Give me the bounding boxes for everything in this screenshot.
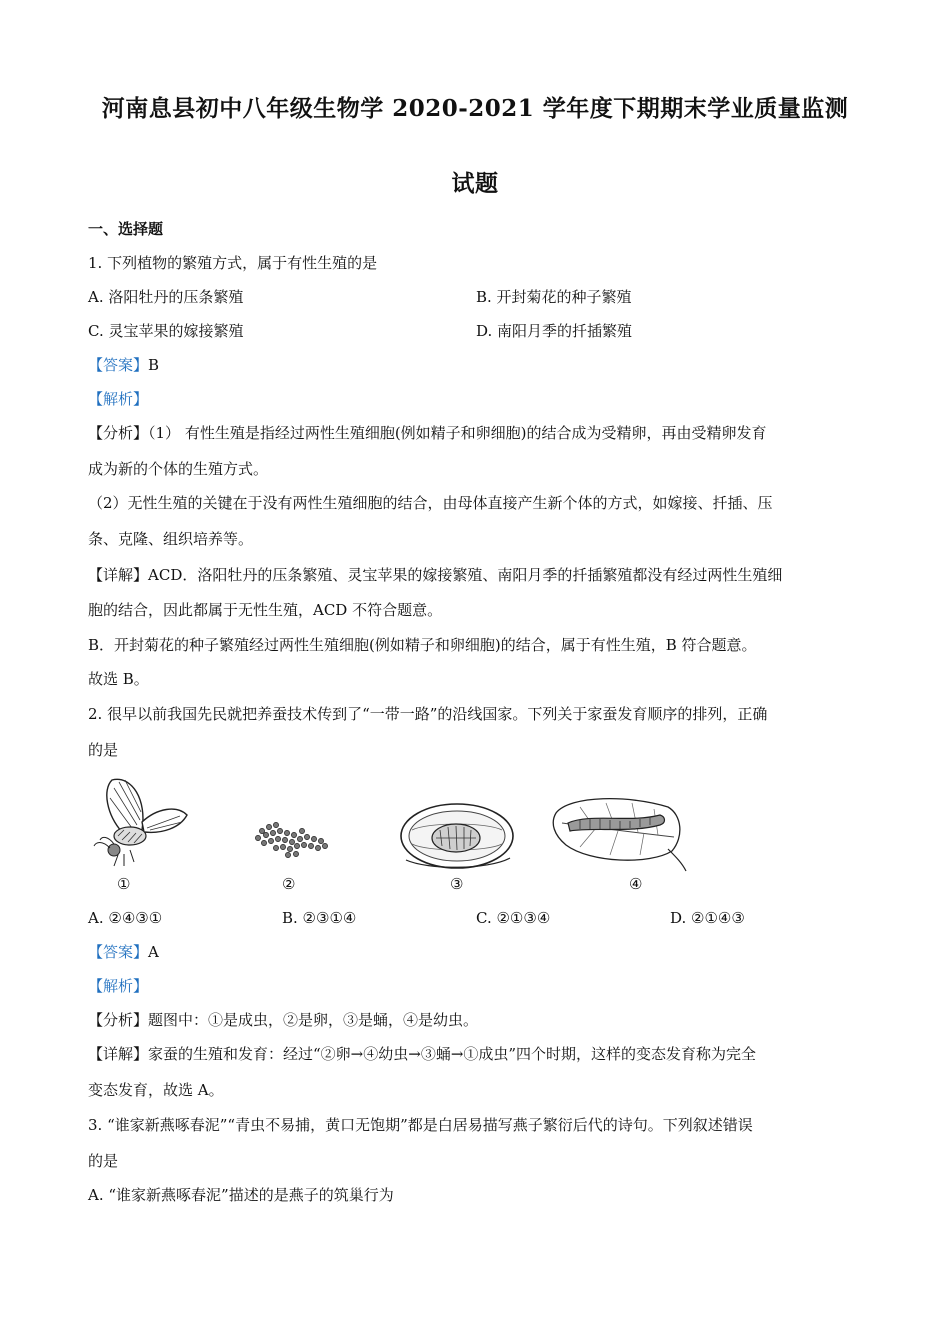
q1-stem: 1. 下列植物的繁殖方式，属于有性生殖的是	[88, 254, 378, 272]
q1-conclusion: 故选 B。	[88, 670, 149, 688]
xiangjie-tag: 【详解】	[88, 1045, 149, 1063]
answer-tag: 【答案】	[88, 943, 149, 961]
q2-answer: A	[148, 943, 159, 961]
q2-analysis-tag: 【解析】	[88, 977, 149, 995]
q2-answer-line	[88, 942, 159, 962]
q1-xiangjie-text1: ACD．洛阳牡丹的压条繁殖、灵宝苹果的嫁接繁殖、南阳月季的扦插繁殖都没有经过两性生殖细	[148, 566, 783, 584]
q1-fenxi-line2: 成为新的个体的生殖方式。	[88, 460, 269, 478]
q1-answer: B	[148, 356, 160, 374]
fenxi-tag: 【分析】	[88, 1011, 149, 1029]
figure-label-4: ④	[629, 875, 643, 893]
q1-xiangjie-line3: B．开封菊花的种子繁殖经过两性生殖细胞(例如精子和卵细胞)的结合，属于有性生殖，B 符合题意。	[88, 636, 757, 654]
silkworm-pupa-cocoon-figure	[398, 800, 516, 872]
document-title-line1: 河南息县初中八年级生物学 2020-2021 学年度下期期末学业质量监测	[101, 95, 849, 122]
q1-fenxi-line3: （2）无性生殖的关键在于没有两性生殖细胞的结合，由母体直接产生新个体的方式，如嫁接、扦插、压	[88, 494, 773, 512]
q1-fenxi-line4: 条、克隆、组织培养等。	[88, 530, 254, 548]
q1-fenxi-line1	[88, 423, 767, 443]
q3-stem-line1: 3. “谁家新燕啄春泥”“青虫不易捕，黄口无饱期”都是白居易描写燕子繁衍后代的诗句。下列叙述错误	[88, 1116, 753, 1134]
q2-xiangjie-line2: 变态发育，故选 A。	[88, 1081, 224, 1099]
q1-xiangjie-line1	[88, 565, 782, 585]
silkworm-larva-leaf-figure	[550, 793, 690, 873]
q2-option-b: B. ②③①④	[282, 909, 357, 927]
section-heading: 一、选择题	[88, 220, 164, 238]
q1-answer-line	[88, 355, 159, 375]
q2-option-a: A. ②④③①	[88, 909, 163, 927]
q1-xiangjie-line2: 胞的结合，因此都属于无性生殖，ACD 不符合题意。	[88, 601, 443, 619]
q2-fenxi-text1: 题图中：①是成虫，②是卵，③是蛹，④是幼虫。	[148, 1011, 479, 1029]
q2-stem-line1: 2. 很早以前我国先民就把养蚕技术传到了“一带一路”的沿线国家。下列关于家蚕发育顺序的排列，正确	[88, 705, 768, 723]
q3-stem-line2: 的是	[88, 1152, 119, 1170]
figure-label-1: ①	[117, 875, 131, 893]
q1-option-b: B. 开封菊花的种子繁殖	[476, 288, 632, 306]
q1-analysis-tag: 【解析】	[88, 390, 149, 408]
q1-fenxi-text1: （1） 有性生殖是指经过两性生殖细胞(例如精子和卵细胞)的结合成为受精卵，再由受精卵发育	[148, 424, 767, 442]
figure-label-2: ②	[282, 875, 296, 893]
fenxi-tag: 【分析】	[88, 424, 149, 442]
figure-label-3: ③	[450, 875, 464, 893]
document-title-line2: 试题	[451, 170, 499, 197]
q2-option-c: C. ②①③④	[476, 909, 551, 927]
silkworm-eggs-figure	[252, 815, 332, 860]
answer-tag: 【答案】	[88, 356, 149, 374]
q3-option-a: A. “谁家新燕啄春泥”描述的是燕子的筑巢行为	[88, 1186, 394, 1204]
q1-option-c: C. 灵宝苹果的嫁接繁殖	[88, 322, 244, 340]
q2-xiangjie-line1	[88, 1044, 756, 1064]
q1-option-a: A. 洛阳牡丹的压条繁殖	[88, 288, 244, 306]
q2-option-d: D. ②①④③	[670, 909, 745, 927]
q2-fenxi-line1	[88, 1010, 478, 1030]
xiangjie-tag: 【详解】	[88, 566, 149, 584]
q1-option-d: D. 南阳月季的扦插繁殖	[476, 322, 633, 340]
q2-xiangjie-text1: 家蚕的生殖和发育：经过“②卵→④幼虫→③蛹→①成虫”四个时期，这样的变态发育称为完全	[148, 1045, 757, 1063]
silkmoth-adult-figure	[92, 770, 192, 870]
q2-stem-line2: 的是	[88, 741, 119, 759]
